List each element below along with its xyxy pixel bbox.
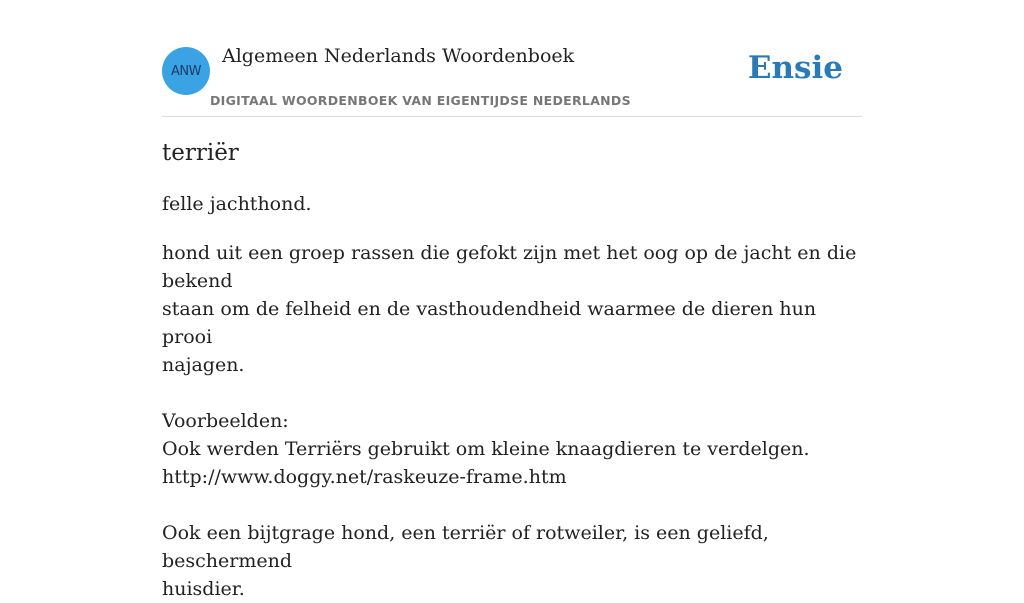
example-source-link[interactable]: http://www.doggy.net/raskeuze-frame.htm — [162, 466, 567, 488]
short-definition: felle jachthond. — [162, 193, 312, 215]
spacer — [162, 491, 862, 519]
example-text-line: Ook een bijtgrage hond, een terriër of rotweiler, is een geliefd, beschermend — [162, 522, 769, 572]
logo-text: ANW — [171, 63, 201, 79]
entry-headword: terriër — [162, 140, 239, 166]
definition-line: najagen. — [162, 354, 245, 376]
example-text-line: huisdier. — [162, 578, 245, 600]
dictionary-subtitle: DIGITAAL WOORDENBOEK VAN EIGENTIJDSE NEDERLANDS — [210, 93, 631, 108]
definition-line: staan om de felheid en de vasthoudendheid waarmee de dieren hun prooi — [162, 298, 817, 348]
examples-label: Voorbeelden: — [162, 410, 289, 432]
example-source — [162, 463, 862, 491]
spacer — [162, 379, 862, 407]
anw-logo[interactable] — [162, 47, 210, 95]
ensie-brand-link[interactable]: Ensie — [747, 50, 843, 86]
page-container — [162, 0, 862, 600]
example-text: Ook werden Terriërs gebruikt om kleine knaagdieren te verdelgen. — [162, 438, 810, 460]
dictionary-title[interactable]: Algemeen Nederlands Woordenboek — [222, 45, 575, 67]
definition-line: hond uit een groep rassen die gefokt zijn met het oog op de jacht en die bekend — [162, 242, 857, 292]
site-header — [162, 0, 862, 117]
definition-body — [162, 239, 862, 603]
